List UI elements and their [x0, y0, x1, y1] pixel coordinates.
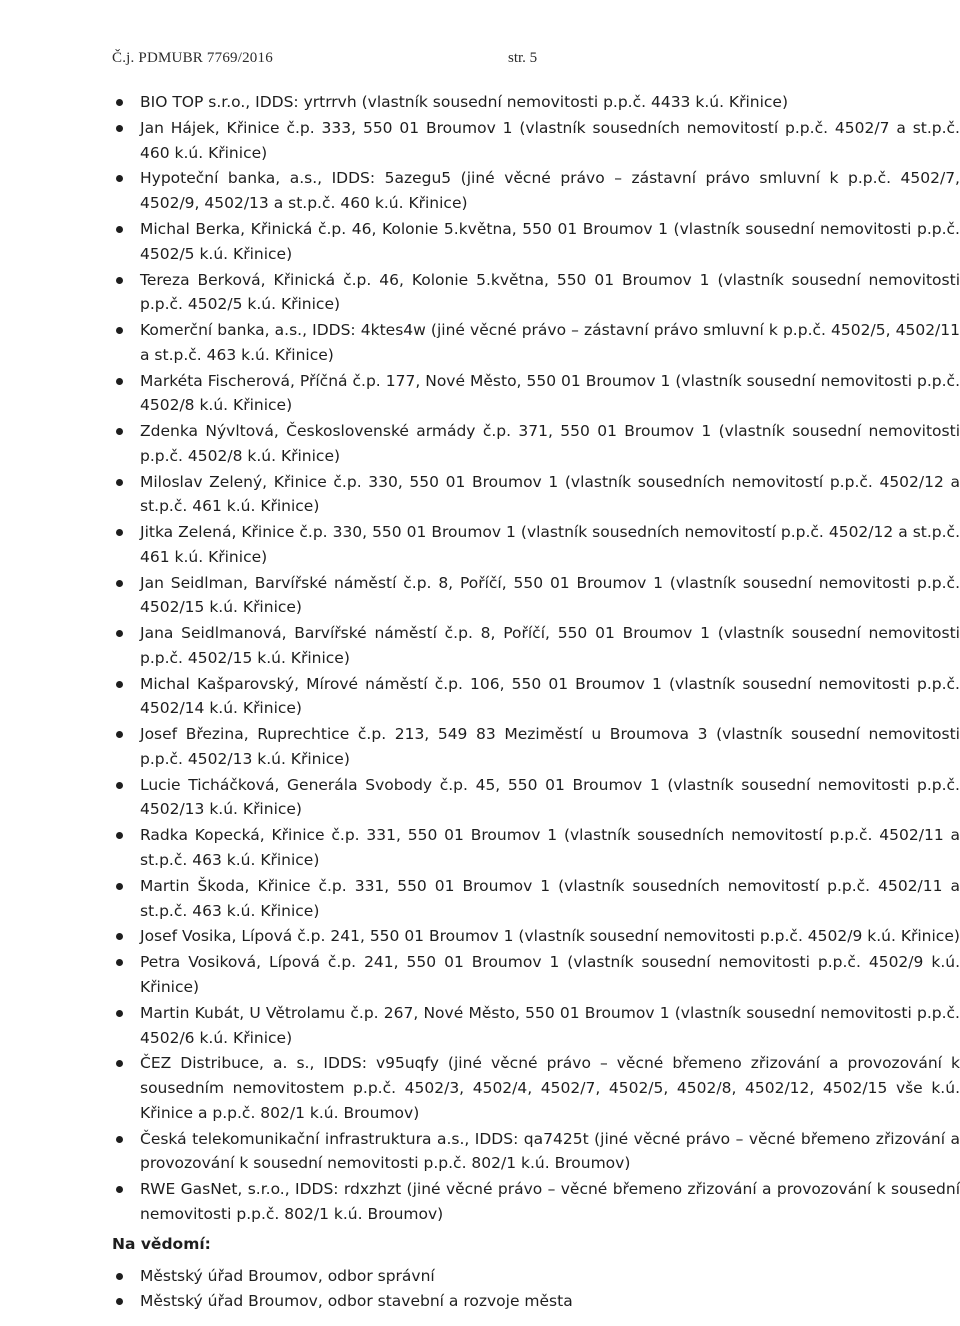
- list-item: Miloslav Zelený, Křinice č.p. 330, 550 01 Broumov 1 (vlastník sousedních nemovitostí p.p.č. 4502/12 a st.p.č. 461 k.ú. Křinice): [112, 470, 960, 519]
- list-item: Radka Kopecká, Křinice č.p. 331, 550 01 Broumov 1 (vlastník sousedních nemovitostí p.p.č. 4502/11 a st.p.č. 463 k.ú. Křinice): [112, 823, 960, 872]
- list-item: BIO TOP s.r.o., IDDS: yrtrrvh (vlastník sousední nemovitosti p.p.č. 4433 k.ú. Křinice): [112, 90, 960, 115]
- list-item: Martin Kubát, U Větrolamu č.p. 267, Nové Město, 550 01 Broumov 1 (vlastník sousední nemovitosti p.p.č. 4502/6 k.ú. Křinice): [112, 1001, 960, 1050]
- list-item: Hypoteční banka, a.s., IDDS: 5azegu5 (jiné věcné právo – zástavní právo smluvní k p.p.č. 4502/7, 4502/9, 4502/13 a st.p.č. 460 k.ú. Křinice): [112, 166, 960, 215]
- list-item: Josef Vosika, Lípová č.p. 241, 550 01 Broumov 1 (vlastník sousední nemovitosti p.p.č. 4502/9 k.ú. Křinice): [112, 924, 960, 949]
- list-item: Lucie Ticháčková, Generála Svobody č.p. 45, 550 01 Broumov 1 (vlastník sousední nemovitosti p.p.č. 4502/13 k.ú. Křinice): [112, 773, 960, 822]
- notified-heading: Na vědomí:: [112, 1235, 211, 1253]
- list-item: Jan Seidlman, Barvířské náměstí č.p. 8, Poříčí, 550 01 Broumov 1 (vlastník sousední nemovitosti p.p.č. 4502/15 k.ú. Křinice): [112, 571, 960, 620]
- notified-list: [112, 1264, 960, 1313]
- list-item: Česká telekomunikační infrastruktura a.s., IDDS: qa7425t (jiné věcné právo – věcné břemeno zřizování a provozování k sousední nemovitosti p.p.č. 802/1 k.ú. Broumov): [112, 1127, 960, 1176]
- list-item: Jana Seidlmanová, Barvířské náměstí č.p. 8, Poříčí, 550 01 Broumov 1 (vlastník sousední nemovitosti p.p.č. 4502/15 k.ú. Křinice): [112, 621, 960, 670]
- page-header: [112, 50, 552, 72]
- list-item: Městský úřad Broumov, odbor správní: [112, 1264, 960, 1289]
- list-item: Zdenka Nývltová, Československé armády č.p. 371, 550 01 Broumov 1 (vlastník sousední nemovitosti p.p.č. 4502/8 k.ú. Křinice): [112, 419, 960, 468]
- list-item: Michal Berka, Křinická č.p. 46, Kolonie 5.května, 550 01 Broumov 1 (vlastník sousední nemovitosti p.p.č. 4502/5 k.ú. Křinice): [112, 217, 960, 266]
- list-item: Komerční banka, a.s., IDDS: 4ktes4w (jiné věcné právo – zástavní právo smluvní k p.p.č. 4502/5, 4502/11 a st.p.č. 463 k.ú. Křinice): [112, 318, 960, 367]
- reference-number: Č.j. PDMUBR 7769/2016: [112, 50, 273, 66]
- list-item: ČEZ Distribuce, a. s., IDDS: v95uqfy (jiné věcné právo – věcné břemeno zřizování a provozování k sousedním nemovitostem p.p.č. 4502/3, 4502/4, 4502/7, 4502/5, 4502/8, 4502/12, 4502/15 vše k.ú. Křinice a p.p.č. 802/1 k.ú. Broumov): [112, 1051, 960, 1125]
- recipient-list: [112, 90, 960, 1228]
- list-item: Michal Kašparovský, Mírové náměstí č.p. 106, 550 01 Broumov 1 (vlastník sousední nemovitosti p.p.č. 4502/14 k.ú. Křinice): [112, 672, 960, 721]
- list-item: Tereza Berková, Křinická č.p. 46, Kolonie 5.května, 550 01 Broumov 1 (vlastník sousední nemovitosti p.p.č. 4502/5 k.ú. Křinice): [112, 268, 960, 317]
- list-item: Josef Březina, Ruprechtice č.p. 213, 549 83 Meziměstí u Broumova 3 (vlastník sousední nemovitosti p.p.č. 4502/13 k.ú. Křinice): [112, 722, 960, 771]
- list-item: Městský úřad Broumov, odbor stavební a rozvoje města: [112, 1289, 960, 1314]
- page-number: str. 5: [508, 50, 538, 66]
- list-item: Petra Vosiková, Lípová č.p. 241, 550 01 Broumov 1 (vlastník sousední nemovitosti p.p.č. 4502/9 k.ú. Křinice): [112, 950, 960, 999]
- list-item: Markéta Fischerová, Příčná č.p. 177, Nové Město, 550 01 Broumov 1 (vlastník sousední nemovitosti p.p.č. 4502/8 k.ú. Křinice): [112, 369, 960, 418]
- list-item: Jan Hájek, Křinice č.p. 333, 550 01 Broumov 1 (vlastník sousedních nemovitostí p.p.č. 4502/7 a st.p.č. 460 k.ú. Křinice): [112, 116, 960, 165]
- list-item: Jitka Zelená, Křinice č.p. 330, 550 01 Broumov 1 (vlastník sousedních nemovitostí p.p.č. 4502/12 a st.p.č. 461 k.ú. Křinice): [112, 520, 960, 569]
- list-item: Martin Škoda, Křinice č.p. 331, 550 01 Broumov 1 (vlastník sousedních nemovitostí p.p.č. 4502/11 a st.p.č. 463 k.ú. Křinice): [112, 874, 960, 923]
- list-item: RWE GasNet, s.r.o., IDDS: rdxzhzt (jiné věcné právo – věcné břemeno zřizování a provozování k sousední nemovitosti p.p.č. 802/1 k.ú. Broumov): [112, 1177, 960, 1226]
